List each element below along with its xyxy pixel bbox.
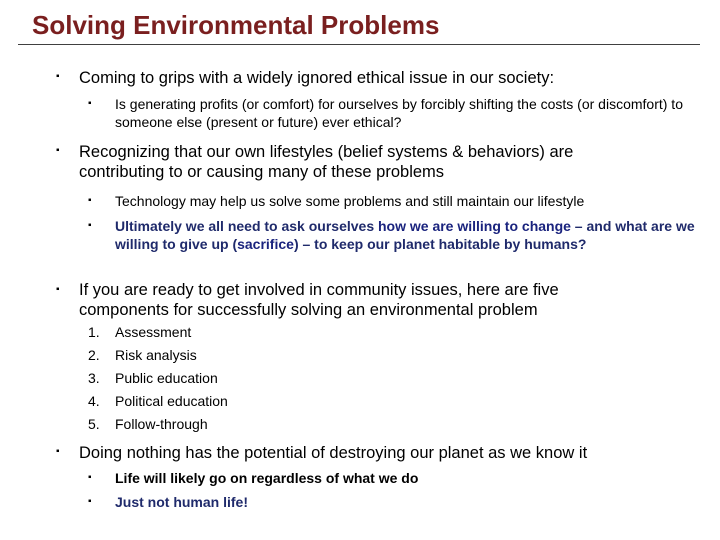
- bullet-4-sub-1: Life will likely go on regardless of what we do: [115, 470, 419, 486]
- bullet-2-sub-2-part-3: – and what are we willing to give up (: [115, 218, 695, 252]
- sub-bullet-marker: ▪: [88, 195, 92, 206]
- bullet-marker: ▪: [56, 71, 60, 82]
- list-item: Public education: [115, 370, 218, 386]
- bullet-2-sub-1: Technology may help us solve some problems and still maintain our lifestyle: [115, 193, 585, 209]
- bullet-3-text: If you are ready to get involved in community issues, here are five components for successfully solving an environmental problem: [79, 281, 559, 319]
- highlight-willing-to-change: how we are willing to change: [378, 218, 571, 234]
- list-item: Political education: [115, 393, 228, 409]
- list-item: Assessment: [115, 324, 192, 340]
- list-number: 5.: [88, 416, 100, 432]
- sub-bullet-marker: ▪: [88, 220, 92, 231]
- list-number: 1.: [88, 324, 100, 340]
- bullet-marker: ▪: [56, 145, 60, 156]
- bullet-2-sub-2: [115, 218, 705, 253]
- sub-bullet-marker: ▪: [88, 98, 92, 109]
- bullet-4-sub-2: Just not human life!: [115, 494, 248, 510]
- bullet-4-text: Doing nothing has the potential of destroying our planet as we know it: [79, 444, 588, 462]
- bullet-marker: ▪: [56, 446, 60, 457]
- list-number: 2.: [88, 347, 100, 363]
- bullet-2-sub-2-part-1: Ultimately we all need to ask ourselves: [115, 218, 378, 234]
- sub-bullet-marker: ▪: [88, 472, 92, 483]
- list-number: 4.: [88, 393, 100, 409]
- list-item: Follow-through: [115, 416, 208, 432]
- highlight-sacrifice: sacrifice: [237, 235, 294, 252]
- list-number: 3.: [88, 370, 100, 386]
- sub-bullet-marker: ▪: [88, 496, 92, 507]
- bullet-1-text: Coming to grips with a widely ignored ethical issue in our society:: [79, 69, 555, 87]
- bullet-1-sub-1: Is generating profits (or comfort) for ourselves by forcibly shifting the costs (or discomfort) to someone else (present or future) ever ethical?: [115, 96, 683, 130]
- title-underline: [18, 44, 700, 45]
- slide-title: Solving Environmental Problems: [32, 10, 440, 40]
- bullet-marker: ▪: [56, 284, 60, 295]
- bullet-2-text: Recognizing that our own lifestyles (belief systems & behaviors) are contributing to or causing many of these problems: [79, 143, 574, 181]
- bullet-2-sub-2-part-5: ) – to keep our planet habitable by humans?: [293, 235, 587, 252]
- list-item: Risk analysis: [115, 347, 197, 363]
